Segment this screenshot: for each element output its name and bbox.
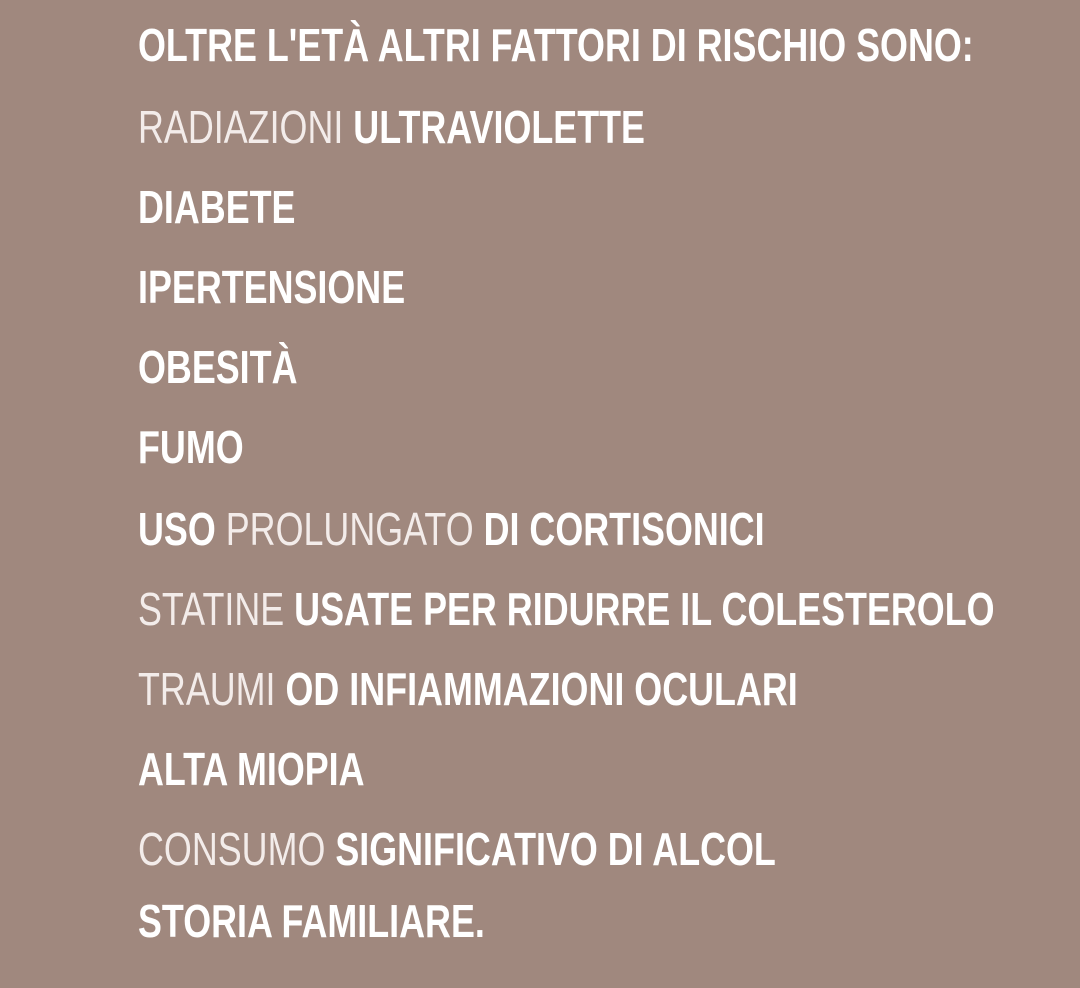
statins-prefix: STATINE: [138, 583, 295, 635]
risk-item-obesity: [138, 341, 298, 393]
diabetes-text: DIABETE: [138, 181, 296, 233]
hypertension-text: IPERTENSIONE: [138, 261, 406, 313]
trauma-prefix: TRAUMI: [138, 663, 286, 715]
risk-item-alcohol: [138, 823, 776, 875]
risk-item-eye-trauma: [138, 663, 798, 715]
alcohol-prefix: CONSUMO: [138, 823, 336, 875]
risk-item-corticosteroids: [138, 503, 765, 555]
family-history-text: STORIA FAMILIARE.: [138, 895, 485, 947]
cortico-part-2: PROLUNGATO: [225, 503, 484, 555]
risk-heading: [138, 19, 974, 71]
uv-prefix: RADIAZIONI: [138, 101, 354, 153]
obesity-text: OBESITÀ: [138, 341, 298, 393]
risk-item-uv: [138, 101, 645, 153]
heading-text: OLTRE L'ETÀ ALTRI FATTORI DI RISCHIO SONO:: [138, 19, 974, 71]
smoking-text: FUMO: [138, 421, 244, 473]
myopia-text: ALTA MIOPIA: [138, 743, 365, 795]
risk-item-hypertension: [138, 261, 406, 313]
risk-item-statins: [138, 583, 995, 635]
risk-item-diabetes: [138, 181, 296, 233]
risk-item-myopia: [138, 743, 365, 795]
statins-main: USATE PER RIDURRE IL COLESTEROLO: [294, 583, 995, 635]
uv-main: ULTRAVIOLETTE: [353, 101, 645, 153]
cortico-part-1: USO: [138, 503, 226, 555]
risk-item-smoking: [138, 421, 244, 473]
risk-item-family-history: [138, 895, 485, 947]
cortico-part-3: DI CORTISONICI: [483, 503, 765, 555]
trauma-main: OD INFIAMMAZIONI OCULARI: [285, 663, 798, 715]
alcohol-main: SIGNIFICATIVO DI ALCOL: [335, 823, 776, 875]
